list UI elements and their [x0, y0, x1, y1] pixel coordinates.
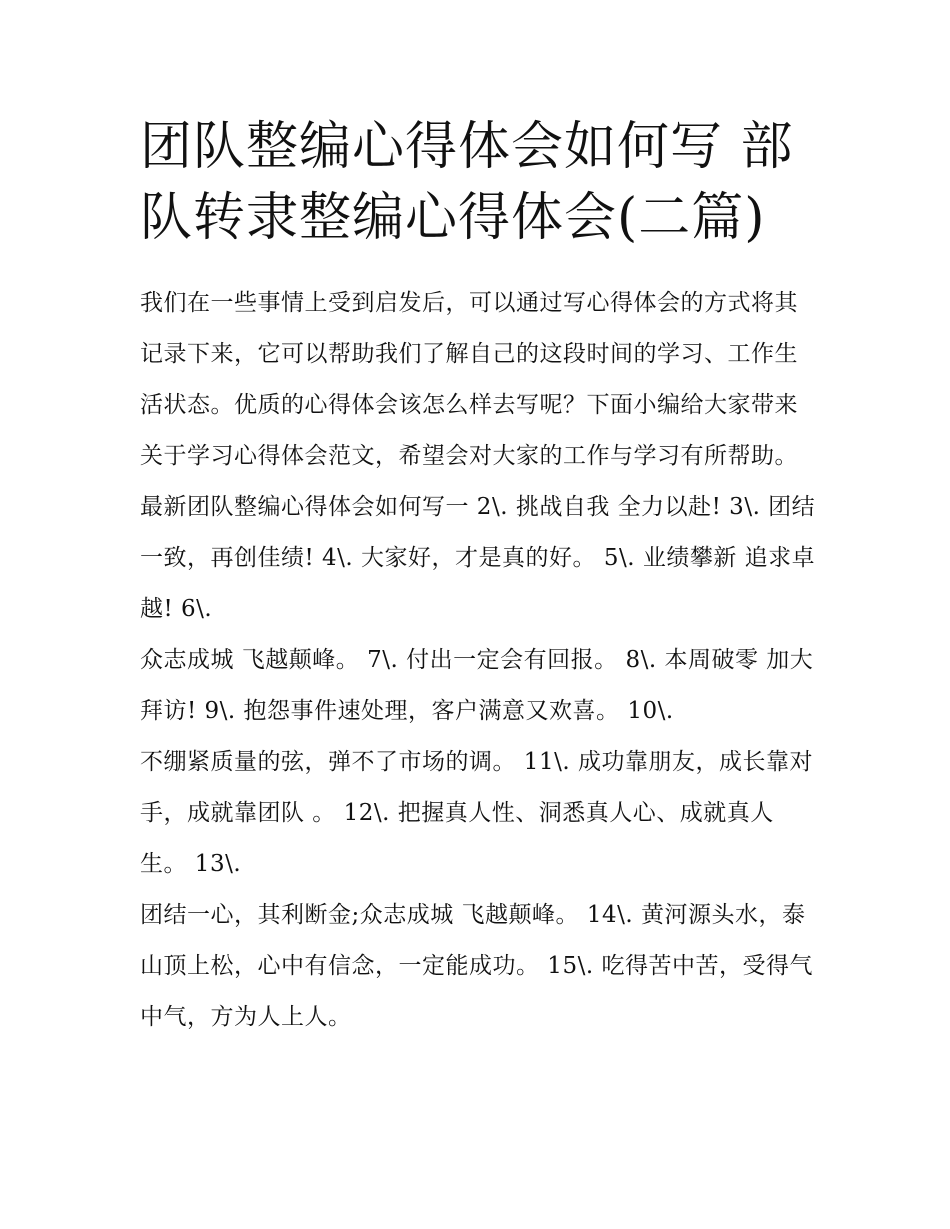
document-page	[140, 112, 820, 1043]
body-paragraph-3: 不绷紧质量的弦，弹不了市场的调。 11\. 成功靠朋友，成长靠对手，成就靠团队 。 12\. 把握真人性、洞悉真人心、成就真人生。 13\.	[140, 749, 813, 877]
intro-paragraph: 我们在一些事情上受到启发后，可以通过写心得体会的方式将其记录下来，它可以帮助我们了解自己的这段时间的学习、工作生活状态。优质的心得体会该怎么样去写呢？下面小编给大家带来关于学习心得体会范文，希望会对大家的工作与学习有所帮助。	[140, 290, 798, 469]
body-paragraph-2: 众志成城 飞越颠峰。 7\. 付出一定会有回报。 8\. 本周破零 加大拜访! 9\. 抱怨事件速处理，客户满意又欢喜。 10\.	[140, 647, 814, 724]
document-title: 团队整编心得体会如何写 部队转隶整编心得体会(二篇)	[140, 117, 794, 248]
body-paragraph-1: 最新团队整编心得体会如何写一 2\. 挑战自我 全力以赴! 3\. 团结一致，再创佳绩! 4\. 大家好，才是真的好。 5\. 业绩攀新 追求卓越! 6\.	[140, 494, 816, 622]
body-paragraph-4: 团结一心，其利断金;众志成城 飞越颠峰。 14\. 黄河源头水，泰山顶上松，心中有信念，一定能成功。 15\. 吃得苦中苦，受得气中气，方为人上人。	[140, 902, 813, 1030]
